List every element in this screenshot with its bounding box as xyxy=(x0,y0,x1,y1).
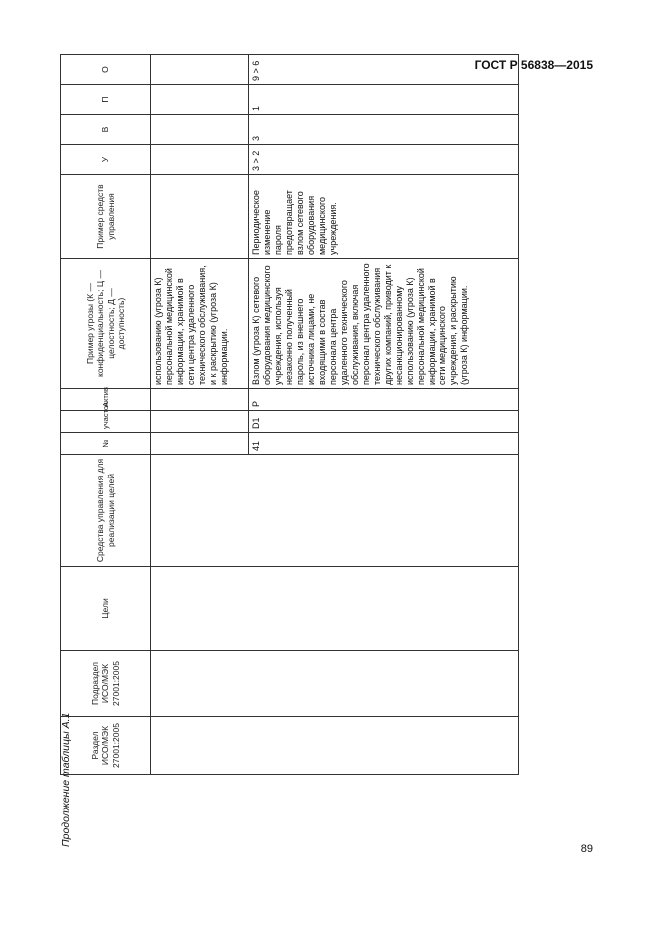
col-subsection: Подраздел ИСО/МЭК 27001:2005 xyxy=(61,651,151,717)
cell-control-example xyxy=(151,175,249,259)
cell-site: D1 xyxy=(249,411,519,433)
col-site: участок xyxy=(61,411,151,433)
risk-table xyxy=(60,54,519,775)
cell-p xyxy=(151,85,249,115)
cell-p: 1 xyxy=(249,85,519,115)
col-u: У xyxy=(61,145,151,175)
cell-goals xyxy=(151,567,519,651)
cell-v xyxy=(151,115,249,145)
cell-asset: P xyxy=(249,389,519,411)
cell-number xyxy=(151,433,249,455)
table-caption: Продолжение таблицы А.1 xyxy=(60,712,72,847)
col-goals: Цели xyxy=(61,567,151,651)
col-controls-goals: Средства управления для реализации целей xyxy=(61,455,151,567)
cell-u: 3 > 2 xyxy=(249,145,519,175)
header-row xyxy=(61,55,151,775)
cell-number: 41 xyxy=(249,433,519,455)
cell-o: 9 > 6 xyxy=(249,55,519,85)
cell-controls-goals xyxy=(151,455,519,567)
standard-header: ГОСТ Р 56838—2015 xyxy=(474,58,593,72)
col-section: Раздел ИСО/МЭК 27001:2005 xyxy=(61,717,151,775)
cell-control-example: Периодическое изменение пароля предотвращает взлом сетевого оборудования медицинского учреждения. xyxy=(249,175,519,259)
rotated-table-block xyxy=(60,60,532,847)
cell-o xyxy=(151,55,249,85)
page-number: 89 xyxy=(580,843,593,855)
cell-asset xyxy=(151,389,249,411)
col-threat: Пример угрозы (К — конфиденциальность; Ц — целостность; Д — доступность) xyxy=(61,259,151,389)
col-o: О xyxy=(61,55,151,85)
col-control-example: Пример средств управления xyxy=(61,175,151,259)
cell-section xyxy=(151,717,519,775)
col-asset: Актив xyxy=(61,389,151,411)
col-number: № xyxy=(61,433,151,455)
table-row xyxy=(151,55,249,775)
cell-subsection xyxy=(151,651,519,717)
col-p: П xyxy=(61,85,151,115)
cell-v: 3 xyxy=(249,115,519,145)
col-v: В xyxy=(61,115,151,145)
cell-site xyxy=(151,411,249,433)
cell-threat: Взлом (угроза К) сетевого оборудования медицинского учреждения, используя незаконно полученный пароль, из внешнего источника лицами, не входящими в состав персонала центра удаленного технического обслуживания, включая персонал центра удаленного технического обслуживания других компаний, приводит к несанкционированному использованию (угроза К) персональной медицинской информации, хранимой в сети медицинского учреждения, и раскрытию (угроза К) информации. xyxy=(249,259,519,389)
cell-threat: использованию (угроза К) персональной медицинской информации, хранимой в сети центра удаленного технического обслуживания, и к раскрытию (угроза К) информации. xyxy=(151,259,249,389)
cell-u xyxy=(151,145,249,175)
